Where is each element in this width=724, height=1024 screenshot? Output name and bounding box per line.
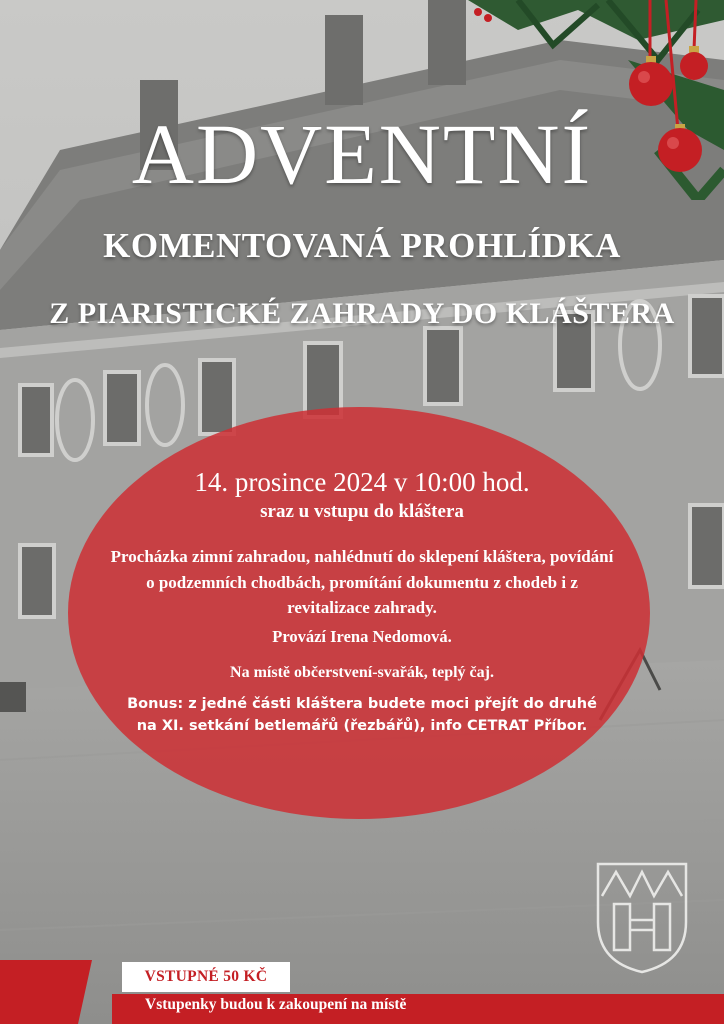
meeting-point: sraz u vstupu do kláštera	[260, 501, 464, 522]
guide-name: Provází Irena Nedomová.	[272, 627, 452, 646]
poster-subtitle: KOMENTOVANÁ PROHLÍDKA	[103, 226, 621, 265]
bonus-info: Bonus: z jedné části kláštera budete moci přejít do druhé na XI. setkání betlemářů (řezbářů), info CETRAT Příbor.	[127, 696, 597, 734]
event-date: 14. prosince 2024 v 10:00 hod.	[194, 467, 530, 497]
admission-price: VSTUPNÉ 50 KČ	[144, 968, 268, 985]
event-description: Procházka zimní zahradou, nahlédnutí do sklepení kláštera, povídání o podzemních chodbách, promítání dokumentu z chodeb i z revitalizace zahrady.	[110, 547, 614, 617]
refreshments: Na místě občerstvení-svařák, teplý čaj.	[230, 664, 494, 681]
poster-route: Z PIARISTICKÉ ZAHRADY DO KLÁŠTERA	[49, 297, 675, 330]
ticket-info: Vstupenky budou k zakoupení na místě	[145, 996, 407, 1013]
town-coat-of-arms-icon	[596, 862, 688, 974]
poster-title: ADVENTNÍ	[131, 106, 593, 202]
